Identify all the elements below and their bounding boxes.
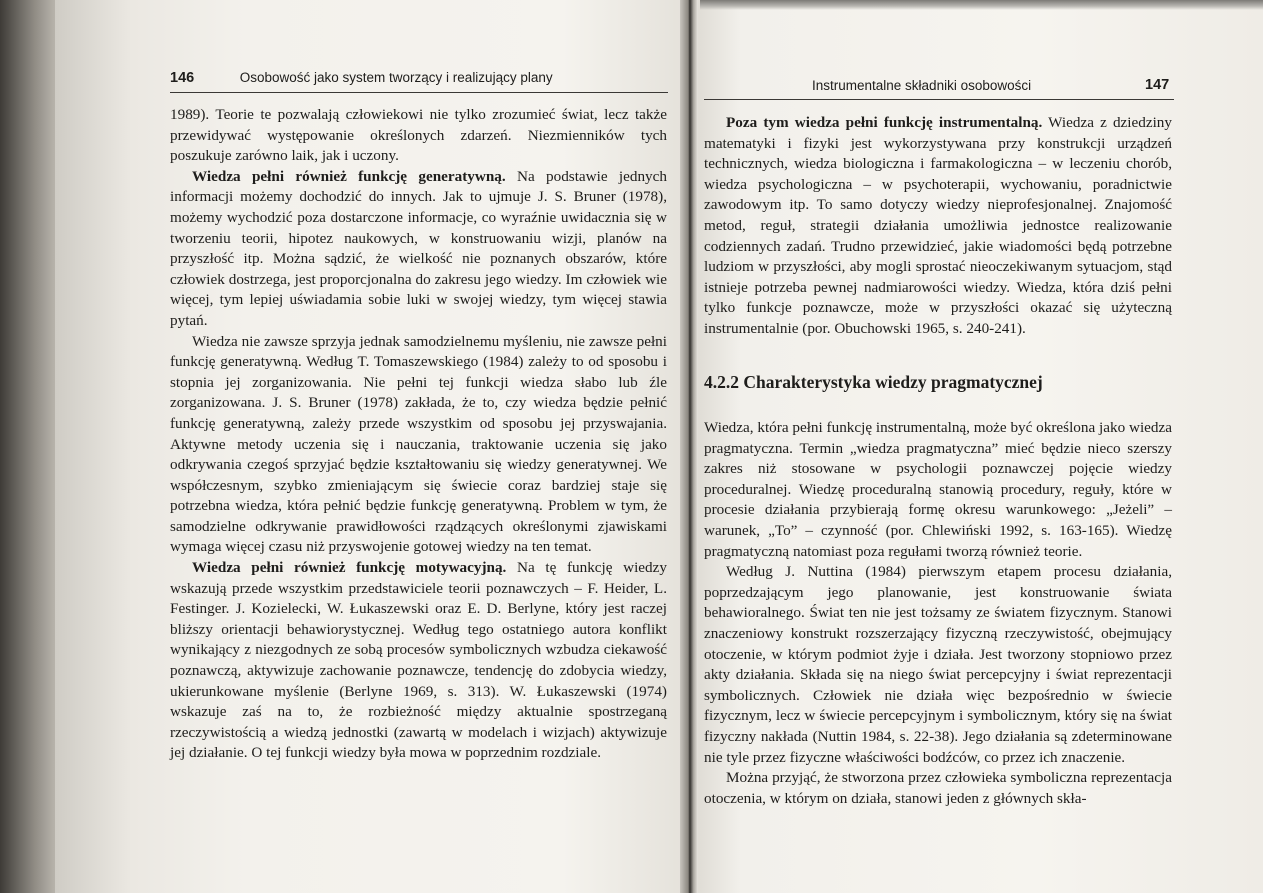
book-gutter: [680, 0, 698, 893]
paragraph: Poza tym wiedza pełni funkcję instrumentalną. Wiedza z dziedziny matematyki i fizyki jest wykorzystywana przy konstrukcji urządzeń technicznych, wiedza biologiczna i farmakologiczna – w leczeniu chorób, wiedza psychologiczna – w psychoterapii, wychowaniu, poradnictwie zawodowym itp. To samo dotyczy wiedzy nieprofesjonalnej. Znajomość metod, reguł, strategii działania umożliwia jednostce realizowanie codziennych zadań. Trudno przewidzieć, jakie wiadomości będą potrzebne ludziom w przyszłości, aby mogli sprostać nieoczekiwanym sytuacjom, stąd istnieje potrzeba pewnej nadmiarowości wiedzy. Wiedza, która dziś pełni tylko funkcje poznawcze, może w przyszłości okazać się użyteczną instrumentalnie (por. Obuchowski 1965, s. 240-241).: [704, 114, 1172, 337]
left-running-header: [170, 70, 553, 86]
right-body-text-bottom: [704, 418, 1172, 809]
paragraph: Według J. Nuttina (1984) pierwszym etapem procesu działania, poprzedzającym jego planowanie, jest konstruowanie świata behawioralnego. Świat ten nie jest tożsamy ze światem fizycznym. Stanowi znaczeniowy konstrukt rozszerzający fizyczną rzeczywistość, obejmujący otoczenie, w którym podmiot żyje i działa. Jest tworzony stopniowo przez akty działania. Składa się na niego świat percepcyjny i świat reprezentacji symbolicznych. Człowiek nie działa więc bezpośrednio w świecie fizycznym, lecz w świecie percepcyjnym i symbolicznym, który się na świat fizyczny nakłada (Nuttin 1984, s. 22-38). Jego działania są zdeterminowane nie tyle przez fizyczne właściwości bodźców, co przez ich znaczenie.: [704, 563, 1172, 766]
left-header-rule: [170, 92, 668, 93]
right-page-number-wrap: [1145, 77, 1169, 93]
left-body-text: [170, 105, 667, 764]
right-page-top-edge: [700, 0, 1263, 10]
left-page-number: 146: [170, 70, 195, 86]
right-running-head-wrap: [812, 78, 1031, 93]
paragraph: Wiedza pełni również funkcję motywacyjną. Na tę funkcję wiedzy wskazują przede wszystkim przedstawiciele teorii poznawczych – F. Heider, L. Festinger. J. Kozielecki, W. Łukaszewski oraz E. D. Berlyne, który jest raczej bliższy orientacji behawiorystycznej. Według tego ostatniego autora konflikt wynikający z niezgodnych ze sobą procesów symbolicznych wzbudza ciekawość poznawczą, aktywizuje zachowanie poznawcze, tendencję do zdobycia wiedzy, ukierunkowane myślenie (Berlyne 1969, s. 313). W. Łukaszewski (1974) wskazuje zaś na to, że rozbieżność między aktualnie spostrzeganą rzeczywistością a wiedzą jednostki (zawartą w modelach i wizjach) aktywizuje jej działanie. O tej funkcji wiedzy była mowa w poprzednim rozdziale.: [170, 559, 667, 762]
paragraph: Wiedza pełni również funkcję generatywną. Na podstawie jednych informacji możemy dochodzić do innych. Jak to ujmuje J. S. Bruner (1978), możemy wychodzić poza dostarczone informacje, co wyraźnie uwidacznia się w tworzeniu teorii, hipotez naukowych, w konstruowaniu wizji, planów na przyszłość itp. Można sądzić, że wielkość nie poznanych obszarów, które człowiek dostrzega, jest proporcjonalna do zakresu jego wiedzy. Im człowiek wie więcej, tym lepiej uświadamia sobie luki w swojej wiedzy, tym więcej stawia pytań.: [170, 167, 667, 329]
paragraph: Wiedza, która pełni funkcję instrumentalną, może być określona jako wiedza pragmatyczna. Termin „wiedza pragmatyczna” mieć będzie nieco szerszy zakres niż stosowane w psychologii poznawczej pojęcie wiedzy proceduralnej. Wiedzę proceduralną stanowią procedury, reguły, które w procesie działania przybierają formę okresu warunkowego: „Jeżeli” – warunek, „To” – czynność (por. Chlewiński 1992, s. 163-165). Wiedzę pragmatyczną natomiast poza regułami tworzą również teorie.: [704, 419, 1172, 560]
section-heading: 4.2.2 Charakterystyka wiedzy pragmatycznej: [704, 372, 1043, 392]
right-page-number: 147: [1145, 77, 1170, 93]
paragraph: Wiedza nie zawsze sprzyja jednak samodzielnemu myśleniu, nie zawsze pełni funkcję generatywną. Według T. Tomaszewskiego (1984) zależy to od sposobu i stopnia jej zorganizowania. Nie pełni tej funkcji wiedza słabo lub źle zorganizowana. J. S. Bruner (1978) zakłada, że to, czy wiedza będzie pełnić funkcję generatywną, zależy przede wszystkim od sposobu jej przyswajania. Aktywne metody uczenia się i nauczania, traktowanie uczenia się jako odkrywania czegoś sprzyjać będzie kształtowaniu się wiedzy generatywnej. We współczesnym, szybko zmieniającym się świecie coraz bardziej staje się potrzebna wiedza, która pełnić będzie funkcję generatywną. Problem w tym, że samodzielne odkrywanie prawidłowości rządzących określonymi zjawiskami wymaga więcej czasu niż przyswojenie gotowej wiedzy na ten temat.: [170, 332, 667, 556]
right-running-head: Instrumentalne składniki osobowości: [812, 78, 1032, 93]
paragraph: 1989). Teorie te pozwalają człowiekowi nie tylko zrozumieć świat, lecz także przewidywać występowanie określonych zdarzeń. Niezmienników tych poszukuje zarówno laik, jak i uczony.: [170, 106, 667, 165]
right-header-rule: [704, 99, 1174, 100]
left-running-head: Osobowość jako system tworzący i realizujący plany: [239, 70, 553, 85]
right-body-text-top: [704, 113, 1172, 340]
paragraph: Można przyjąć, że stworzona przez człowieka symboliczna reprezentacja otoczenia, w którym on działa, stanowi jeden z głównych skła-: [704, 769, 1172, 807]
